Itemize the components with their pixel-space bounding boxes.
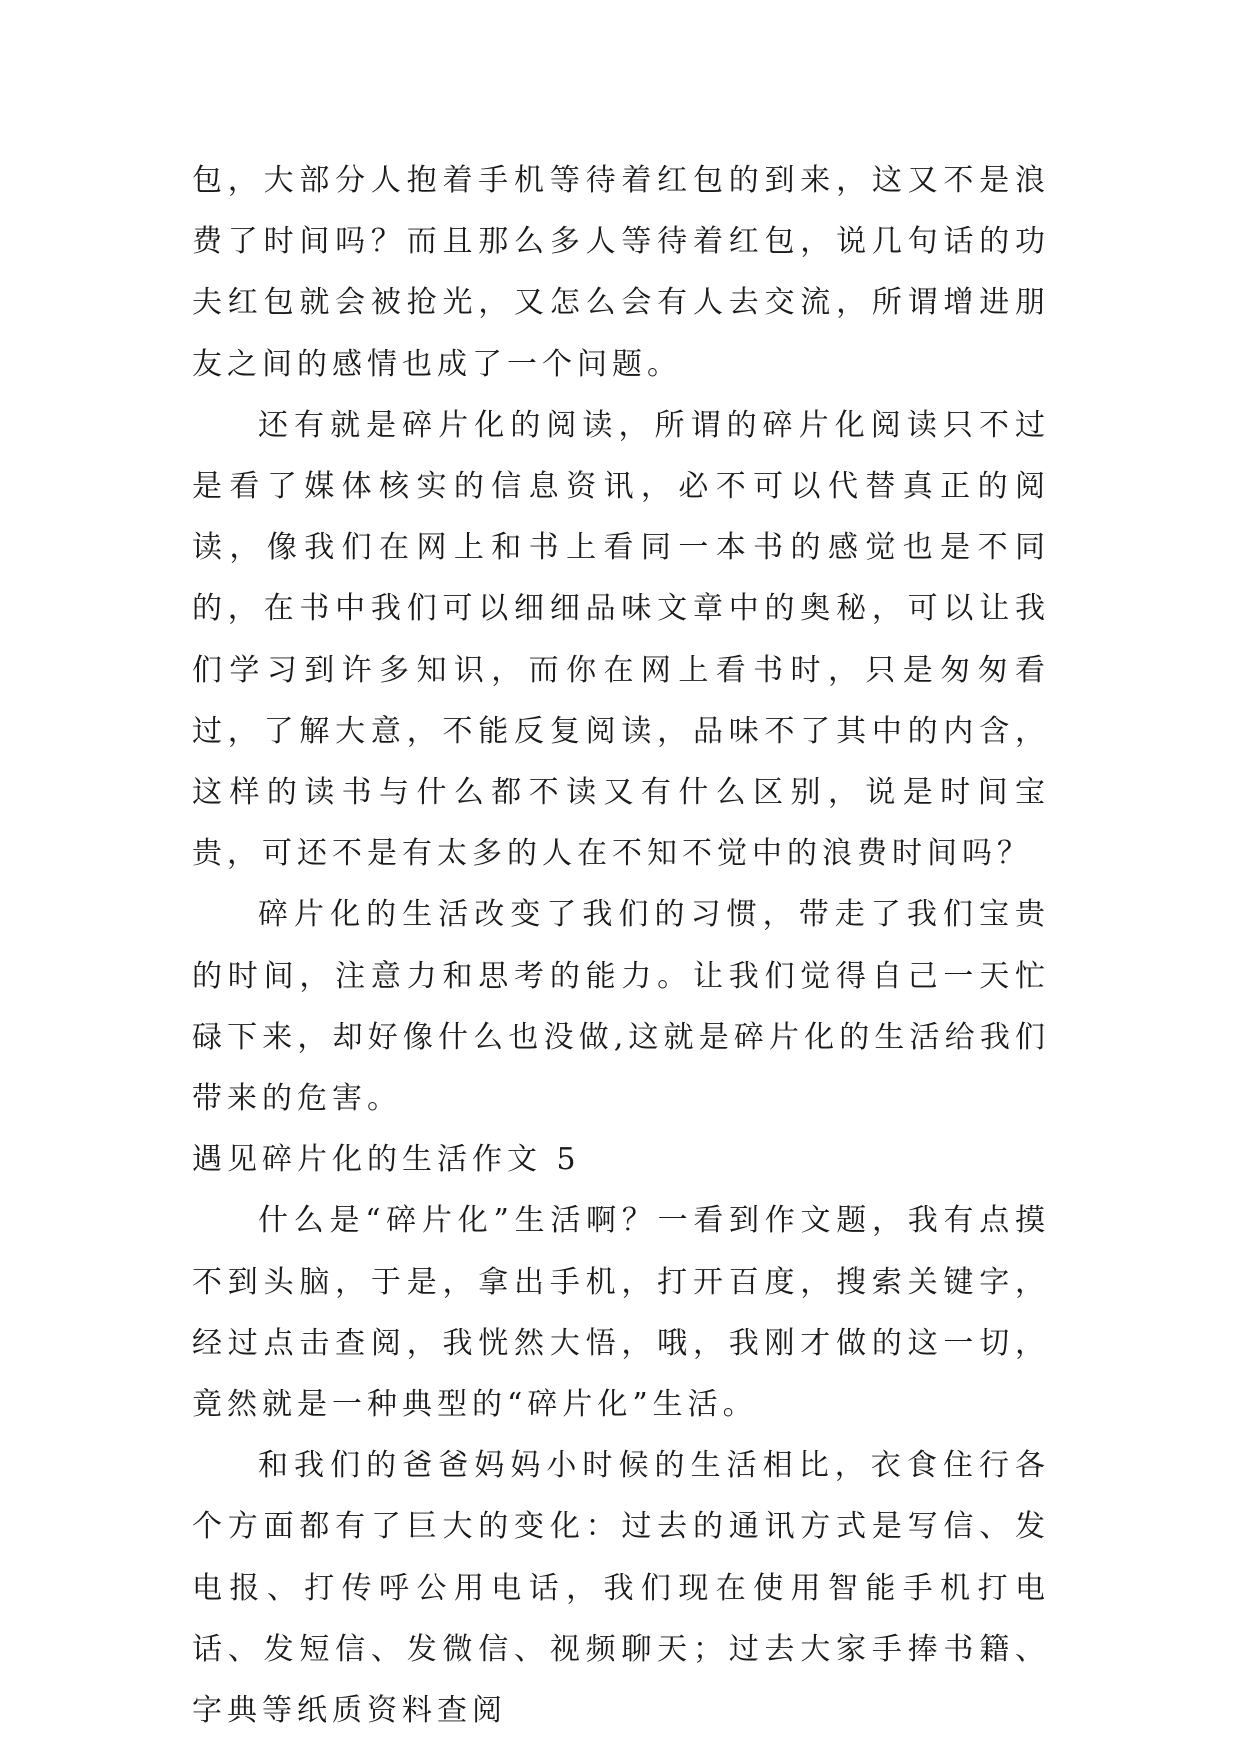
paragraph-fragmented-reading: 还有就是碎片化的阅读，所谓的碎片化阅读只不过是看了媒体核实的信息资讯，必不可以代替真正的阅读，像我们在网上和书上看同一本书的感觉也是不同的，在书中我们可以细细品味文章中的奥秘，可以让我们学习到许多知识，而你在网上看书时，只是匆匆看过，了解大意，不能反复阅读，品味不了其中的内含，这样的读书与什么都不读又有什么区别，说是时间宝贵，可还不是有太多的人在不知不觉中的浪费时间吗？ [192, 407, 1050, 872]
paragraph-continuation: 包，大部分人抱着手机等待着红包的到来，这又不是浪费了时间吗？而且那么多人等待着红包，说几句话的功夫红包就会被抢光，又怎么会有人去交流，所谓增进朋友之间的感情也成了一个问题。 [192, 163, 1050, 382]
document-body [192, 150, 1050, 1741]
paragraph-comparison: 和我们的爸爸妈妈小时候的生活相比，衣食住行各个方面都有了巨大的变化：过去的通讯方式是写信、发电报、打传呼公用电话，我们现在使用智能手机打电话、发短信、发微信、视频聊天；过去大家手捧书籍、字典等纸质资料查阅 [192, 1448, 1050, 1729]
paragraph-conclusion: 碎片化的生活改变了我们的习惯，带走了我们宝贵的时间，注意力和思考的能力。让我们觉得自己一天忙碌下来，却好像什么也没做,这就是碎片化的生活给我们带来的危害。 [192, 897, 1050, 1117]
essay-title: 遇见碎片化的生活作文 5 [192, 1142, 581, 1178]
paragraph-what-is-fragmented: 什么是“碎片化”生活啊？一看到作文题，我有点摸不到头脑，于是，拿出手机，打开百度，搜索关键字，经过点击查阅，我恍然大悟，哦，我刚才做的这一切，竟然就是一种典型的“碎片化”生活。 [192, 1203, 1050, 1423]
